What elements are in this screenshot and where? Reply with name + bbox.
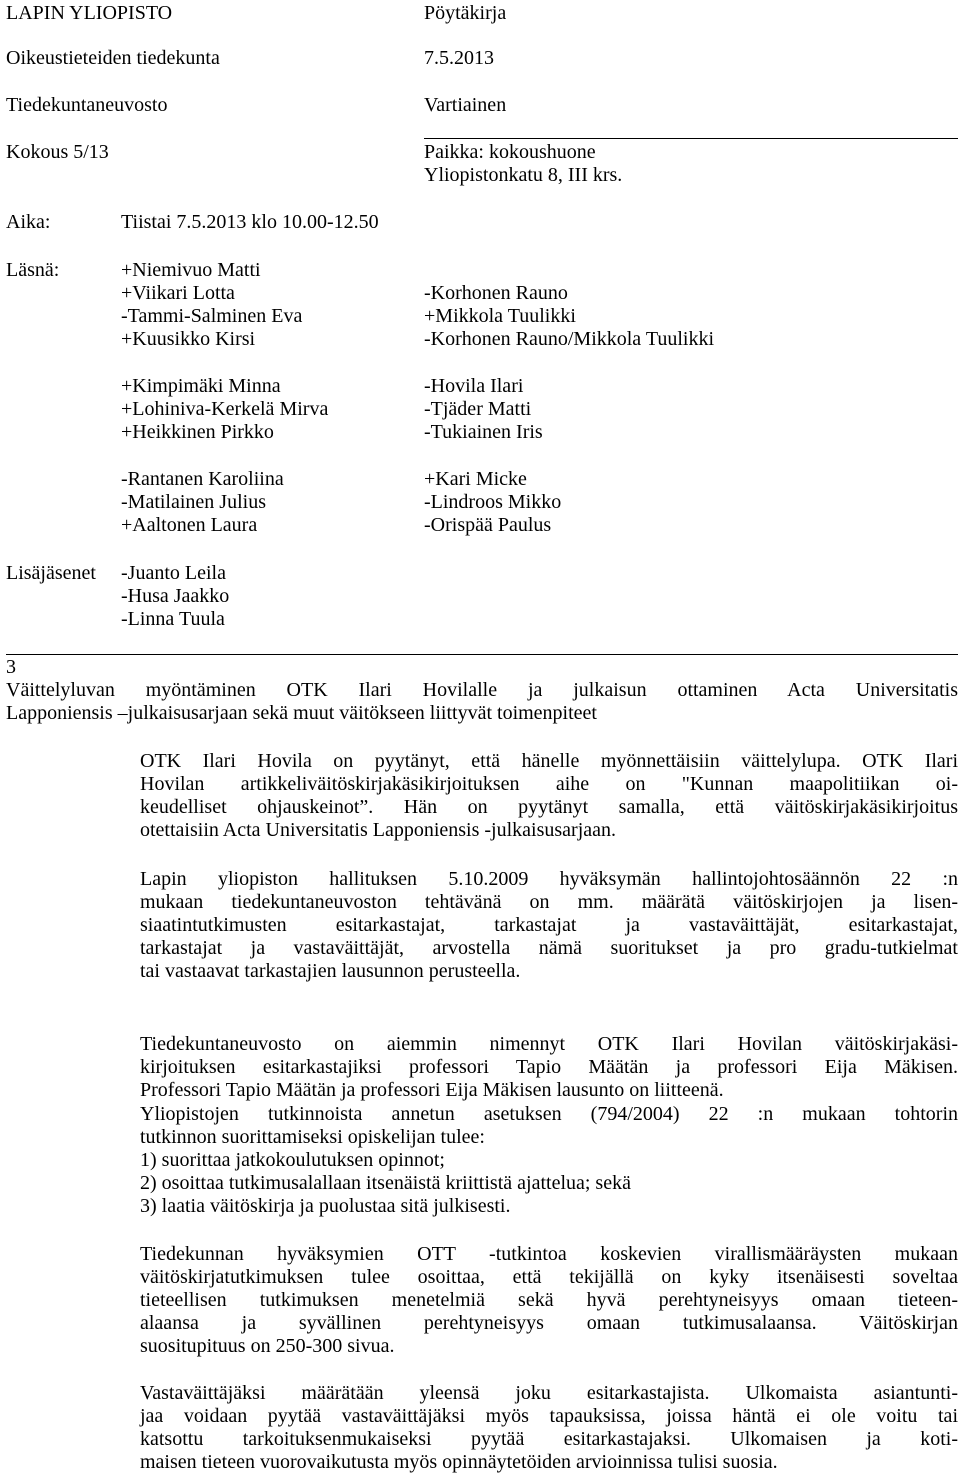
org-name: LAPIN YLIOPISTO: [6, 2, 173, 24]
attendee-right: +Kari Micke: [424, 468, 527, 490]
attendee-left: +Heikkinen Pirkko: [121, 421, 274, 443]
meeting-place: Paikka: kokoushuone: [424, 141, 596, 163]
paragraph-line: 3) laatia väitöskirja ja puolustaa sitä julkisesti.: [140, 1195, 511, 1217]
paragraph-line: keudelliset ohjauskeinot”. Hän on pyytänyt samalla, että väitöskirjakäsikirjoitus: [140, 796, 958, 818]
paragraph-line: mukaan tiedekuntaneuvoston tehtävänä on mm. määrätä väitöskirjojen ja lisen-: [140, 891, 958, 913]
additional-member: -Juanto Leila: [121, 562, 226, 584]
paragraph-line: Hovilan artikkeliväitöskirjakäsikirjoituksen aihe on "Kunnan maapolitiikan oi-: [140, 773, 958, 795]
meeting-date: 7.5.2013: [424, 47, 494, 69]
paragraph-line: Vastaväittäjäksi määrätään yleensä joku esitarkastajista. Ulkomaista asiantunti-: [140, 1382, 958, 1404]
section-title-line: Väittelyluvan myöntäminen OTK Ilari Hovilalle ja julkaisun ottaminen Acta Universitatis: [6, 679, 958, 701]
attendee-right: +Mikkola Tuulikki: [424, 305, 576, 327]
meeting-address: Yliopistonkatu 8, III krs.: [424, 164, 623, 186]
attendee-right: -Tjäder Matti: [424, 398, 532, 420]
paragraph-5: [140, 1243, 958, 1358]
paragraph-line: 1) suorittaa jatkokoulutuksen opinnot;: [140, 1149, 445, 1171]
attendee-left: -Tammi-Salminen Eva: [121, 305, 303, 327]
paragraph-3: [140, 1033, 958, 1102]
attendee-right: -Lindroos Mikko: [424, 491, 562, 513]
attendee-left: +Aaltonen Laura: [121, 514, 258, 536]
paragraph-line: kirjoituksen esitarkastajiksi professori Tapio Määtän ja professori Eija Mäkisen.: [140, 1056, 958, 1078]
time-value: Tiistai 7.5.2013 klo 10.00-12.50: [121, 211, 379, 233]
attendee-left: +Lohiniva-Kerkelä Mirva: [121, 398, 329, 420]
recorder-name: Vartiainen: [424, 94, 507, 116]
paragraph-line: maisen tieteen vuorovaikutusta myös opinnäytetöiden arvioinnissa tulisi suosia.: [140, 1451, 778, 1473]
attendee-left: -Rantanen Karoliina: [121, 468, 284, 490]
paragraph-line: otettaisiin Acta Universitatis Lapponiensis -julkaisusarjaan.: [140, 819, 617, 841]
attendee-right: -Korhonen Rauno: [424, 282, 568, 304]
paragraph-4: [140, 1103, 958, 1218]
section-title: [6, 679, 958, 725]
paragraph-line: tarkastajat ja vastaväittäjät, arvostella nämä suoritukset ja pro gradu-tutkielmat: [140, 937, 958, 959]
paragraph-line: tai vastaavat tarkastajien lausunnon perusteella.: [140, 960, 521, 982]
attendee-left: +Kimpimäki Minna: [121, 375, 281, 397]
meeting-number: Kokous 5/13: [6, 141, 109, 163]
paragraph-line: Professori Tapio Määtän ja professori Eija Mäkisen lausunto on liitteenä.: [140, 1079, 724, 1101]
additional-member: -Linna Tuula: [121, 608, 225, 630]
paragraph-line: Tiedekuntaneuvosto on aiemmin nimennyt OTK Ilari Hovilan väitöskirjakäsi-: [140, 1033, 958, 1055]
paragraph-line: jaa voidaan pyytää vastaväittäjäksi myös tapauksissa, joissa häntä ei ole voitu tai: [140, 1405, 958, 1427]
attendee-right: -Korhonen Rauno/Mikkola Tuulikki: [424, 328, 715, 350]
paragraph-2: [140, 868, 958, 983]
paragraph-line: siaatintutkimusten esitarkastajat, tarkastajat ja vastaväittäjät, esitarkastajat,: [140, 914, 958, 936]
time-label: Aika:: [6, 211, 51, 233]
attendee-right: -Orispää Paulus: [424, 514, 552, 536]
attendee-left: -Matilainen Julius: [121, 491, 266, 513]
paragraph-line: katsottu tarkoituksenmukaiseksi pyytää esitarkastajaksi. Ulkomaisen ja koti-: [140, 1428, 958, 1450]
additional-members-label: Lisäjäsenet: [6, 562, 96, 584]
section-rule: [6, 654, 958, 655]
attendee-right: -Hovila Ilari: [424, 375, 524, 397]
paragraph-line: tutkinnon suorittamiseksi opiskelijan tulee:: [140, 1126, 485, 1148]
paragraph-line: OTK Ilari Hovila on pyytänyt, että hänelle myönnettäisiin väittelylupa. OTK Ilari: [140, 750, 958, 772]
paragraph-line: väitöskirjatutkimuksen tulee osoittaa, että tekijällä on kyky itsenäisesti soveltaa: [140, 1266, 958, 1288]
council-name: Tiedekuntaneuvosto: [6, 94, 168, 116]
section-title-line: Lapponiensis –julkaisusarjaan sekä muut väitökseen liittyvät toimenpiteet: [6, 702, 597, 724]
attendance-label: Läsnä:: [6, 259, 60, 281]
attendee-left: +Viikari Lotta: [121, 282, 235, 304]
section-number: 3: [6, 656, 16, 678]
paragraph-line: Lapin yliopiston hallituksen 5.10.2009 hyväksymän hallintojohtosäännön 22 :n: [140, 868, 958, 890]
paragraph-line: alaansa ja syvällinen perehtyneisyys omaan tutkimusalaansa. Väitöskirjan: [140, 1312, 958, 1334]
attendee-left: +Niemivuo Matti: [121, 259, 261, 281]
paragraph-line: 2) osoittaa tutkimusalallaan itsenäistä kriittistä ajattelua; sekä: [140, 1172, 631, 1194]
document-type: Pöytäkirja: [424, 2, 507, 24]
paragraph-line: Tiedekunnan hyväksymien OTT -tutkintoa koskevien virallismääräysten mukaan: [140, 1243, 958, 1265]
attendee-left: +Kuusikko Kirsi: [121, 328, 256, 350]
paragraph-line: tieteellisen tutkimuksen menetelmiä sekä hyvä perehtyneisyys omaan tieteen-: [140, 1289, 958, 1311]
faculty-name: Oikeustieteiden tiedekunta: [6, 47, 220, 69]
header-rule: [424, 138, 958, 139]
attendee-right: -Tukiainen Iris: [424, 421, 543, 443]
paragraph-6: [140, 1382, 958, 1474]
additional-member: -Husa Jaakko: [121, 585, 230, 607]
paragraph-1: [140, 750, 958, 842]
paragraph-line: Yliopistojen tutkinnoista annetun asetuksen (794/2004) 22 :n mukaan tohtorin: [140, 1103, 958, 1125]
paragraph-line: suositupituus on 250-300 sivua.: [140, 1335, 395, 1357]
